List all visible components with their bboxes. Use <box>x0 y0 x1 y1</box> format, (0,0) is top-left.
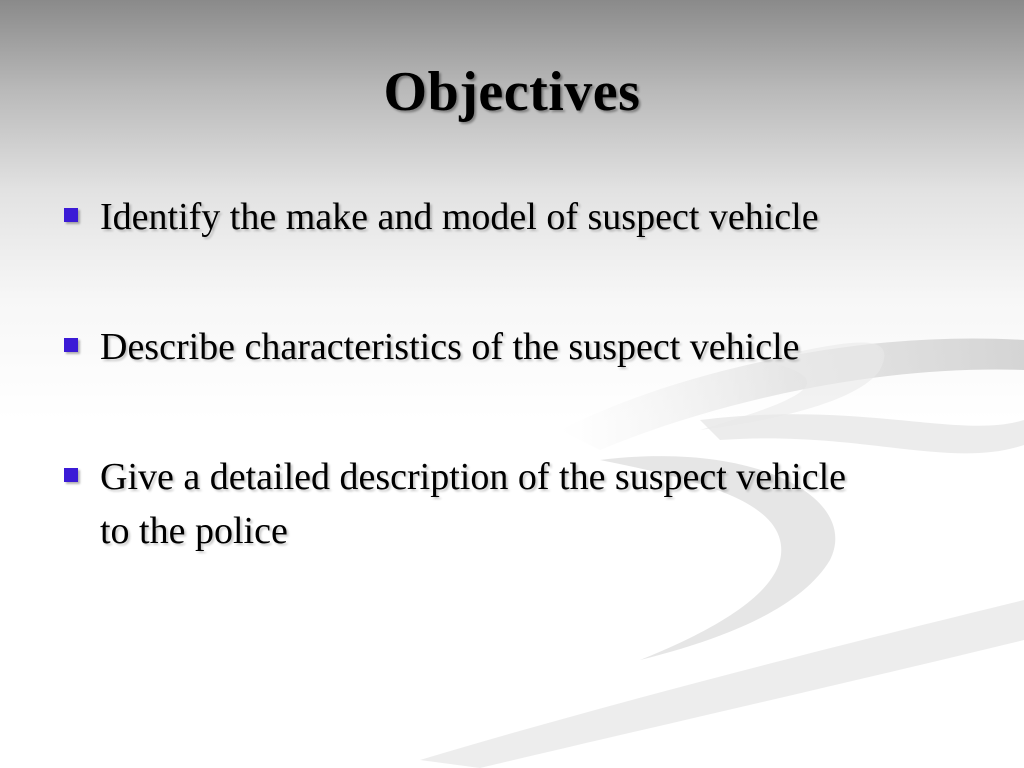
objectives-list <box>62 190 962 558</box>
list-item <box>62 450 880 558</box>
bullet-text: Describe characteristics of the suspect vehicle <box>100 326 800 368</box>
slide-title: Objectives <box>383 61 641 123</box>
bullet-text: Give a detailed description of the suspect vehicle to the police <box>100 456 847 552</box>
list-item <box>62 320 962 374</box>
list-item <box>62 190 962 244</box>
square-bullet-icon <box>64 468 78 482</box>
square-bullet-icon <box>64 338 78 352</box>
square-bullet-icon <box>64 208 78 222</box>
bullet-text: Identify the make and model of suspect vehicle <box>100 196 819 238</box>
